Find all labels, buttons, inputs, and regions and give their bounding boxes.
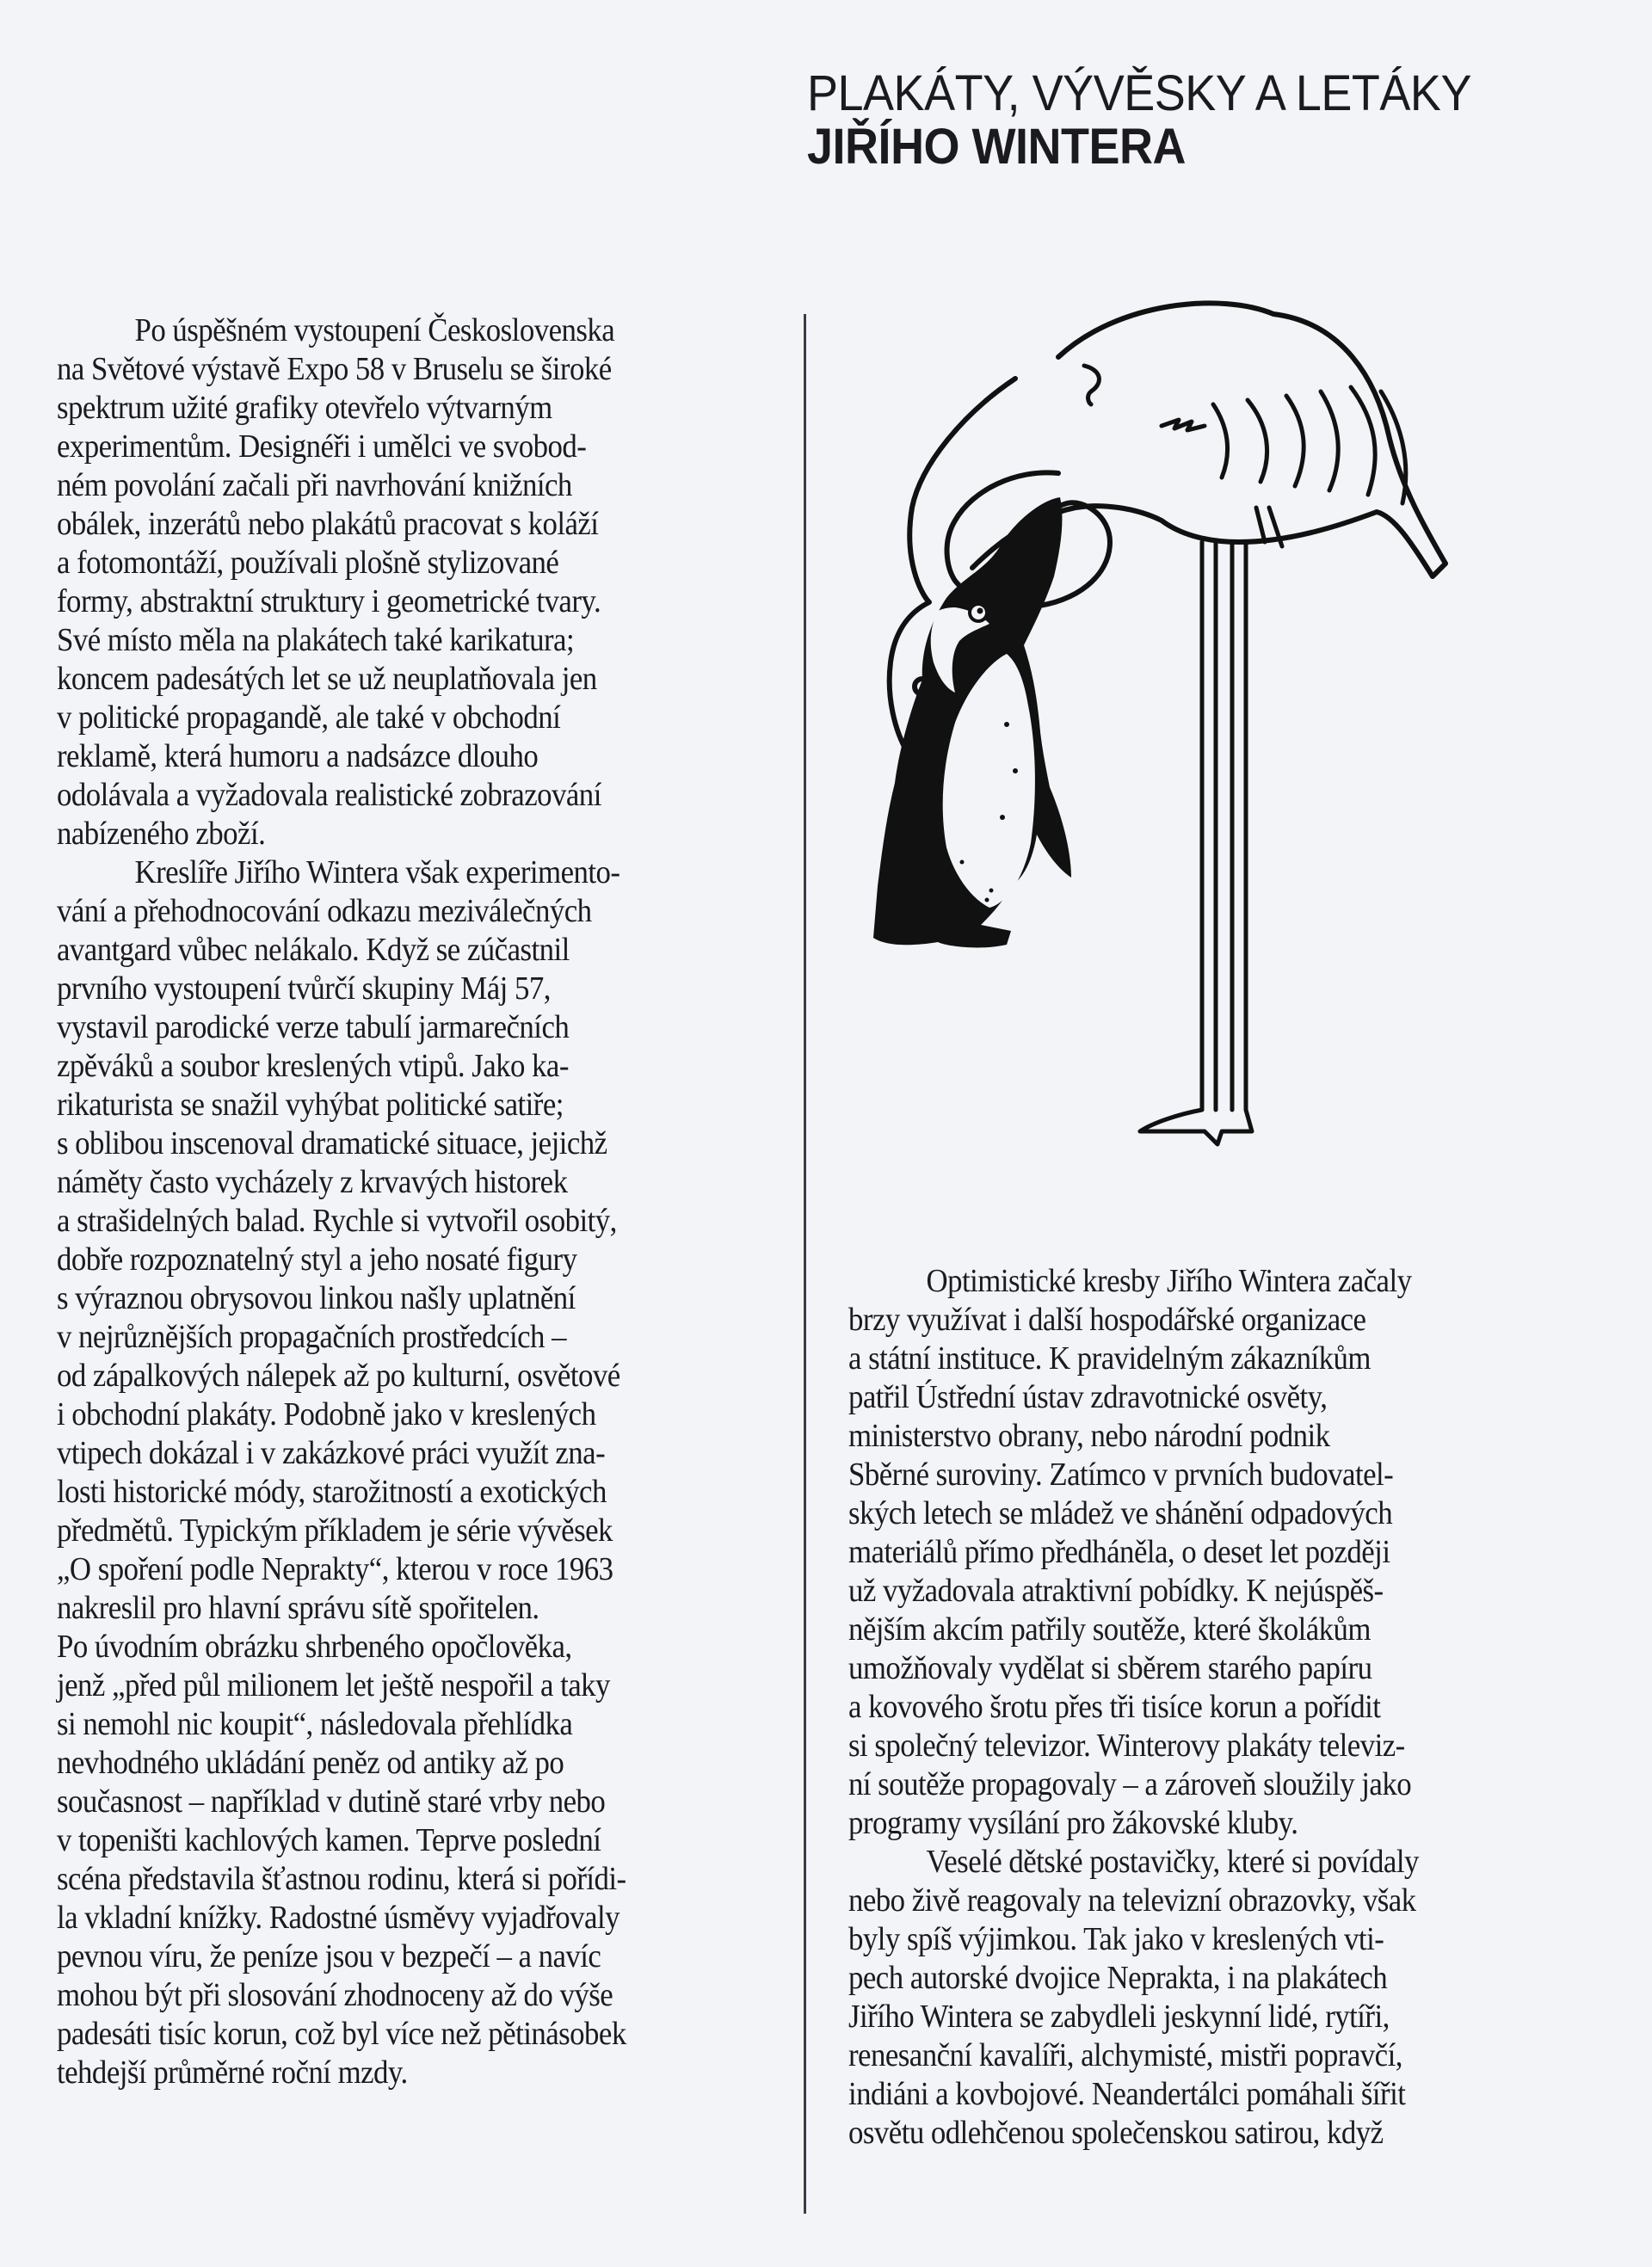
text-line: si společný televizor. Winterovy plakáty televiz- [848,1728,1405,1764]
text-line: losti historické módy, starožitností a exotických [57,1474,607,1510]
text-line: nabízeného zboží. [57,816,266,852]
text-line: ských letech se mládež ve shánění odpadových [848,1495,1393,1531]
text-line: avantgard vůbec nelákalo. Když se zúčastnil [57,932,570,968]
right-text-column [848,1262,1419,2153]
text-line: a státní instituce. K pravidelným zákazníkům [848,1340,1371,1377]
text-line: brzy využívat i další hospodářské organizace [848,1302,1366,1338]
text-line: mohou být při slosování zhodnoceny až do výše [57,1977,613,2013]
text-line: Jiřího Wintera se zabydleli jeskynní lidé, rytíři, [848,1999,1390,2035]
text-line: náměty často vycházely z krvavých historek [57,1164,568,1200]
text-line: scéna představila šťastnou rodinu, která si pořídi- [57,1861,626,1897]
text-line: rikaturista se snažil vyhýbat politické satiře; [57,1087,564,1123]
text-line: formy, abstraktní struktury i geometrické tvary. [57,583,601,619]
text-line: zpěváků a soubor kreslených vtipů. Jako ka- [57,1048,569,1084]
text-line: jenž „před půl milionem let ještě nespořil a taky [57,1667,610,1703]
left-text-column [57,311,626,2092]
page-title [807,67,1471,174]
text-line: od zápalkových nálepek až po kulturní, osvětové [57,1358,620,1394]
text-line: Své místo měla na plakátech také karikatura; [57,622,575,658]
text-line: vystavil parodické verze tabulí jarmarečních [57,1009,570,1045]
text-line: umožňovaly vydělat si sběrem starého papíru [848,1650,1372,1686]
flamingo-legs [1140,542,1252,1144]
text-line: Veselé dětské postavičky, které si povídaly [926,1844,1419,1880]
text-line: pech autorské dvojice Neprakta, i na plakátech [848,1960,1388,1996]
text-line: reklamě, která humoru a nadsázce dlouho [57,738,539,774]
text-line: vtipech dokázal i v zakázkové práci využít zna- [57,1435,606,1471]
text-line: patřil Ústřední ústav zdravotnické osvěty, [848,1379,1328,1415]
text-line: v politické propagandě, ale také v obchodní [57,699,561,736]
text-line: ní soutěže propagovaly – a zároveň sloužily jako [848,1766,1412,1802]
text-line: vání a přehodnocování odkazu meziválečných [57,893,592,929]
text-line: předmětů. Typickým příkladem je série vývěsek [57,1512,613,1549]
text-line: už vyžadovala atraktivní pobídky. K nejúspěš- [848,1573,1384,1609]
text-line: spektrum užité grafiky otevřelo výtvarným [57,390,552,426]
text-line: byly spíš výjimkou. Tak jako v kreslených vti- [848,1921,1384,1957]
text-line: dobře rozpoznatelný styl a jeho nosaté figury [57,1241,577,1278]
text-line: nakreslil pro hlavní správu sítě spořitelen. [57,1590,539,1626]
text-line: Kreslíře Jiřího Wintera však experimento- [134,854,620,890]
text-line: obálek, inzerátů nebo plakátů pracovat s koláží [57,506,599,542]
title-line-2: JIŘÍHO WINTERA [807,119,1187,175]
text-line: „O spoření podle Neprakty“, kterou v roce 1963 [57,1551,613,1587]
text-line: programy vysílání pro žákovské kluby. [848,1805,1298,1841]
title-line-1: PLAKÁTY, VÝVĚSKY A LETÁKY [807,65,1471,121]
text-line: koncem padesátých let se už neuplatňovala jen [57,661,597,697]
text-line: na Světové výstavě Expo 58 v Bruselu se široké [57,351,612,387]
text-line: ném povolání začali při navrhování knižních [57,467,572,503]
text-line: v nejrůznějších propagačních prostředcích – [57,1319,566,1355]
text-line: materiálů přímo předháněla, o deset let později [848,1534,1390,1570]
illustration [860,284,1566,1213]
text-line: ministerstvo obrany, nebo národní podnik [848,1418,1330,1454]
text-line: i obchodní plakáty. Podobně jako v kreslených [57,1396,596,1432]
text-line: v topeništi kachlových kamen. Teprve poslední [57,1822,601,1858]
text-line: padesáti tisíc korun, což byl více než pětinásobek [57,2016,626,2052]
text-line: a kovového šrotu přes tři tisíce korun a pořídit [848,1689,1381,1725]
text-line: experimentům. Designéři i umělci ve svobod- [57,428,587,465]
text-line: a fotomontáží, používali plošně stylizované [57,545,559,581]
text-line: Sběrné suroviny. Zatímco v prvních budovatel- [848,1457,1394,1493]
text-line: nebo živě reagovaly na televizní obrazovky, však [848,1882,1416,1919]
flamingo-crest [1084,366,1099,404]
text-line: osvětu odlehčenou společenskou satirou, když [848,2115,1384,2151]
column-divider [804,314,806,2214]
text-line: odolávala a vyžadovala realistické zobrazování [57,777,601,813]
text-line: la vkladní knížky. Radostné úsměvy vyjadřovaly [57,1900,620,1936]
text-line: s oblibou inscenoval dramatické situace, jejichž [57,1125,607,1161]
text-line: Optimistické kresby Jiřího Wintera začaly [926,1263,1412,1299]
text-line: Po úspěšném vystoupení Československa [134,312,615,348]
text-line: indiáni a kovbojové. Neandertálci pomáhali šířit [848,2076,1406,2112]
text-line: a strašidelných balad. Rychle si vytvořil osobitý, [57,1203,617,1239]
text-line: Po úvodním obrázku shrbeného opočlověka, [57,1629,572,1665]
text-line: si nemohl nic koupit“, následovala přehlídka [57,1706,573,1742]
text-line: pevnou víru, že peníze jsou v bezpečí – a navíc [57,1938,601,1974]
text-line: renesanční kavalíři, alchymisté, mistři popravčí, [848,2037,1402,2073]
text-line: současnost – například v dutině staré vrby nebo [57,1783,606,1820]
text-line: nějším akcím patřily soutěže, které školákům [848,1611,1371,1648]
flamingo-feathers [1162,387,1406,546]
text-line: prvního vystoupení tvůrčí skupiny Máj 57, [57,970,551,1007]
text-line: nevhodného ukládání peněz od antiky až po [57,1745,564,1781]
text-line: s výraznou obrysovou linkou našly uplatnění [57,1280,576,1316]
text-line: tehdejší průměrné roční mzdy. [57,2054,408,2091]
